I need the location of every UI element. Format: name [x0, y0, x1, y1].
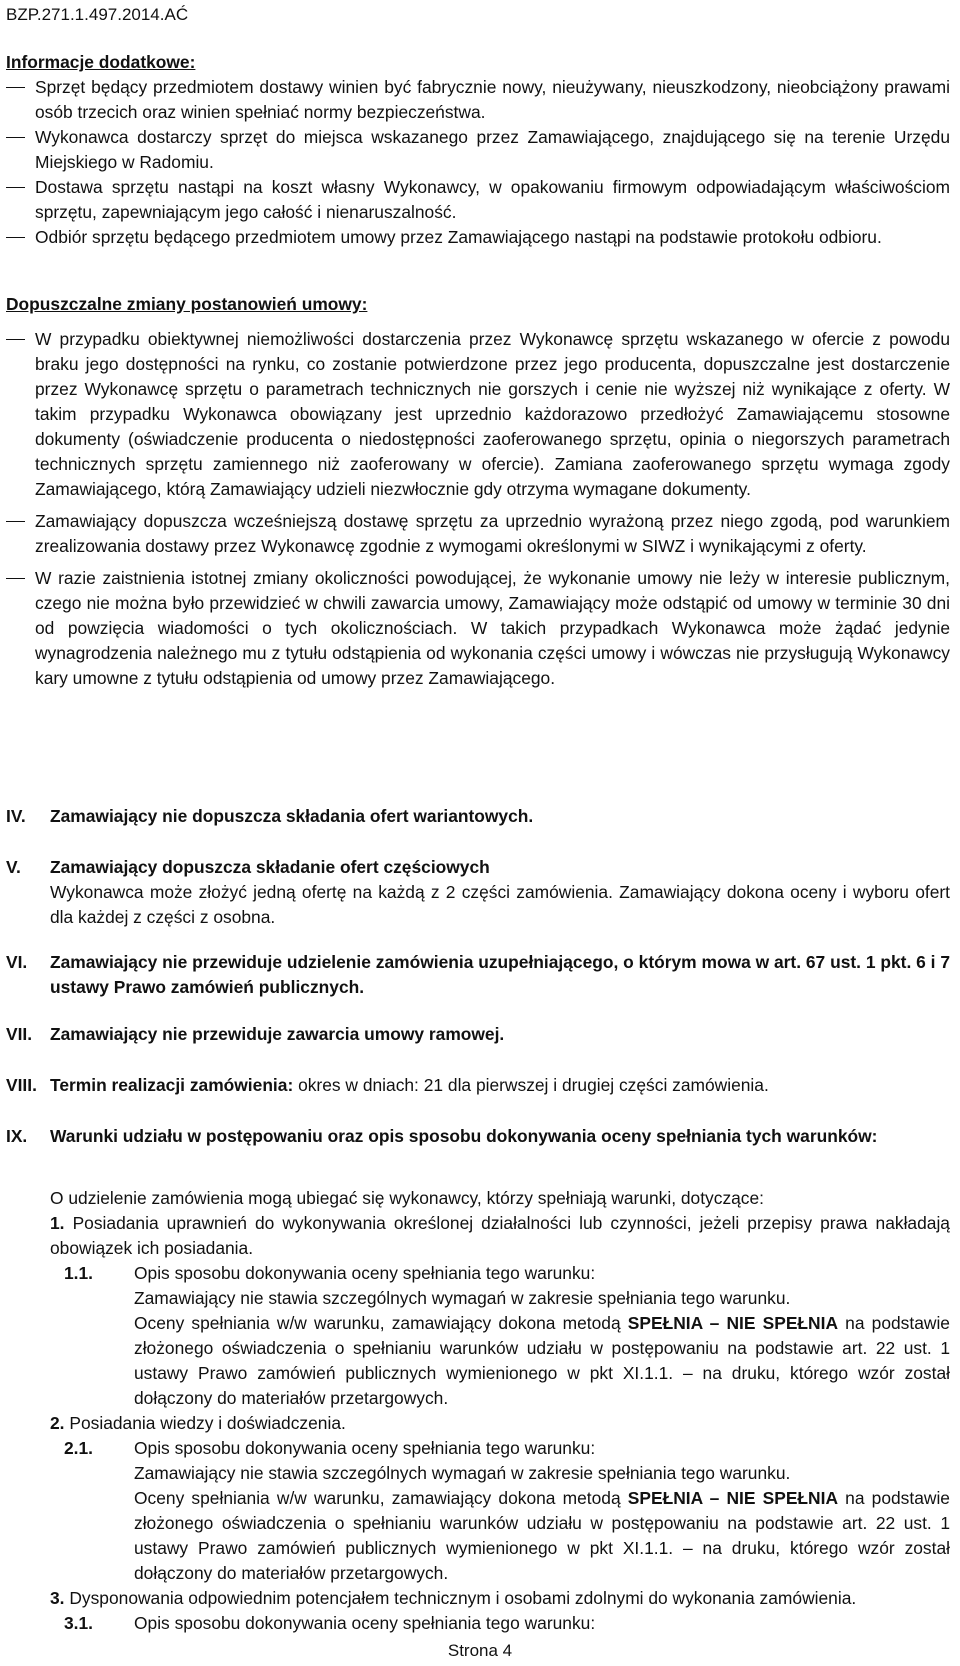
condition-text: Posiadania uprawnień do wykonywania określonej działalności lub czynności, jeżeli przepisy prawa nakładają obowiązek ich posiadania. [50, 1213, 950, 1258]
subitem-line: Opis sposobu dokonywania oceny spełniania tego warunku: [134, 1263, 596, 1283]
subitem-line: na podstawie złożonego oświadczenia o spełnianiu warunków udziału w postępowaniu na podstawie art. 22 ust. 1 ustawy Prawo zamówień publicznych wymienionego w pkt XI.1.1. – na druku, którego wzór został dołączony do materiałów przetargowych. [134, 1488, 950, 1583]
page-number: Strona 4 [447, 1641, 513, 1660]
additional-info-section [6, 50, 950, 250]
section-title: Zamawiający nie dopuszcza składania ofert wariantowych. [50, 806, 534, 826]
section-vii [6, 1022, 950, 1047]
section-number: IX. [6, 1126, 28, 1146]
subitem-line: Opis sposobu dokonywania oceny spełniania tego warunku: [134, 1613, 596, 1633]
evaluation-method: SPEŁNIA – NIE SPEŁNIA [627, 1488, 839, 1508]
section-number: IV. [6, 806, 26, 826]
contract-changes-heading: Dopuszczalne zmiany postanowień umowy: [6, 294, 368, 314]
condition-item [50, 1586, 950, 1611]
section-title: Zamawiający nie przewiduje zawarcia umowy ramowej. [50, 1024, 505, 1044]
condition-number: 2. [50, 1413, 65, 1433]
condition-text: Posiadania wiedzy i doświadczenia. [69, 1413, 346, 1433]
condition-number: 3. [50, 1588, 65, 1608]
section-viii [6, 1073, 950, 1098]
subitem-number: 2.1. [64, 1438, 94, 1458]
condition-text: Dysponowania odpowiednim potencjałem technicznym i osobami zdolnymi do wykonania zamówienia. [69, 1588, 857, 1608]
condition-subitem [64, 1611, 950, 1636]
section-number: VIII. [6, 1075, 37, 1095]
contract-changes-section [6, 292, 950, 691]
change-item: W razie zaistnienia istotnej zmiany okoliczności powodującej, że wykonanie umowy nie leży w interesie publicznym, czego nie można było przewidzieć w chwili zawarcia umowy, Zamawiający może odstąpić od umowy w terminie 30 dni od powzięcia wiadomości o tych okolicznościach. W takich przypadkach Wykonawca może żądać jedynie wynagrodzenia należnego mu z tytułu odstąpienia od wykonania części umowy i wówczas nie przysługują Wykonawcy kary umowne z tytułu odstąpienia od umowy przez Zamawiającego. [6, 566, 950, 691]
subitem-line: Zamawiający nie stawia szczególnych wymagań w zakresie spełniania tego warunku. [134, 1463, 791, 1483]
condition-subitem [64, 1261, 950, 1411]
section-v [6, 855, 950, 930]
document-reference: BZP.271.1.497.2014.AĆ [6, 5, 189, 24]
info-item: Sprzęt będący przedmiotem dostawy winien być fabrycznie nowy, nieużywany, nieuszkodzony, nieobciążony prawami osób trzecich oraz winien spełniać normy bezpieczeństwa. [6, 75, 950, 125]
conditions-intro: O udzielenie zamówienia mogą ubiegać się wykonawcy, którzy spełniają warunki, dotyczące: [50, 1188, 765, 1208]
info-item: Wykonawca dostarczy sprzęt do miejsca wskazanego przez Zamawiającego, znajdującego się na terenie Urzędu Miejskiego w Radomiu. [6, 125, 950, 175]
conditions-list [50, 1186, 950, 1636]
section-text: Wykonawca może złożyć jedną ofertę na każdą z 2 części zamówienia. Zamawiający dokona oceny i wyboru ofert dla każdej z części z osobna. [50, 882, 950, 927]
info-item: Dostawa sprzętu nastąpi na koszt własny Wykonawcy, w opakowaniu firmowym odpowiadającym właściwościom sprzętu, zapewniającym jego całość i nienaruszalność. [6, 175, 950, 225]
subitem-line: Zamawiający nie stawia szczególnych wymagań w zakresie spełniania tego warunku. [134, 1288, 791, 1308]
change-item: Zamawiający dopuszcza wcześniejszą dostawę sprzętu za uprzednio wyrażoną przez niego zgodą, pod warunkiem zrealizowania dostawy przez Wykonawcę zgodnie z wymogami określonymi w SIWZ i wynikającymi z oferty. [6, 509, 950, 559]
section-number: VI. [6, 952, 28, 972]
subitem-line: Oceny spełniania w/w warunku, zamawiający dokona metodą [134, 1488, 628, 1508]
section-text: okres w dniach: 21 dla pierwszej i drugiej części zamówienia. [293, 1075, 769, 1095]
condition-subitem [64, 1436, 950, 1586]
section-number: V. [6, 857, 21, 877]
section-title: Termin realizacji zamówienia: [50, 1075, 294, 1095]
additional-info-heading: Informacje dodatkowe: [6, 52, 196, 72]
section-title: Zamawiający nie przewiduje udzielenie zamówienia uzupełniającego, o którym mowa w art. 67 ust. 1 pkt. 6 i 7 ustawy Prawo zamówień publicznych. [50, 952, 950, 997]
section-iv [6, 804, 950, 829]
subitem-number: 3.1. [64, 1613, 94, 1633]
change-item: W przypadku obiektywnej niemożliwości dostarczenia przez Wykonawcę sprzętu wskazanego w ofercie z powodu braku jego dostępności na rynku, co zostanie potwierdzone przez jego producenta, dopuszczalne jest dostarczenie przez Wykonawcę sprzętu o parametrach technicznych nie gorszych i cenie nie wyższej niż wynikające z oferty. W takim przypadku Wykonawca obowiązany jest uprzednio każdorazowo przedłożyć Zamawiającemu stosowne dokumenty (oświadczenie producenta o niedostępności zaoferowanego sprzętu, opinia o niegorszych parametrach technicznych sprzętu zamiennego niż zaoferowany w ofercie). Zamiana zaoferowanego sprzętu wymaga zgody Zamawiającego, którą Zamawiający udzieli niezwłocznie gdy otrzyma wymagane dokumenty. [6, 327, 950, 502]
condition-item [50, 1411, 950, 1436]
subitem-number: 1.1. [64, 1263, 94, 1283]
section-title: Zamawiający dopuszcza składanie ofert częściowych [50, 857, 490, 877]
subitem-line: Oceny spełniania w/w warunku, zamawiający dokona metodą [134, 1313, 628, 1333]
info-item: Odbiór sprzętu będącego przedmiotem umowy przez Zamawiającego nastąpi na podstawie protokołu odbioru. [6, 225, 950, 250]
subitem-line: na podstawie złożonego oświadczenia o spełnianiu warunków udziału w postępowaniu na podstawie art. 22 ust. 1 ustawy Prawo zamówień publicznych wymienionego w pkt XI.1.1. – na druku, którego wzór został dołączony do materiałów przetargowych. [134, 1313, 950, 1408]
condition-item [50, 1211, 950, 1261]
condition-number: 1. [50, 1213, 65, 1233]
section-title: Warunki udziału w postępowaniu oraz opis sposobu dokonywania oceny spełniania tych warunków: [50, 1126, 878, 1146]
section-vi [6, 950, 950, 1000]
section-number: VII. [6, 1024, 33, 1044]
evaluation-method: SPEŁNIA – NIE SPEŁNIA [627, 1313, 839, 1333]
subitem-line: Opis sposobu dokonywania oceny spełniania tego warunku: [134, 1438, 596, 1458]
section-ix [6, 1124, 950, 1149]
